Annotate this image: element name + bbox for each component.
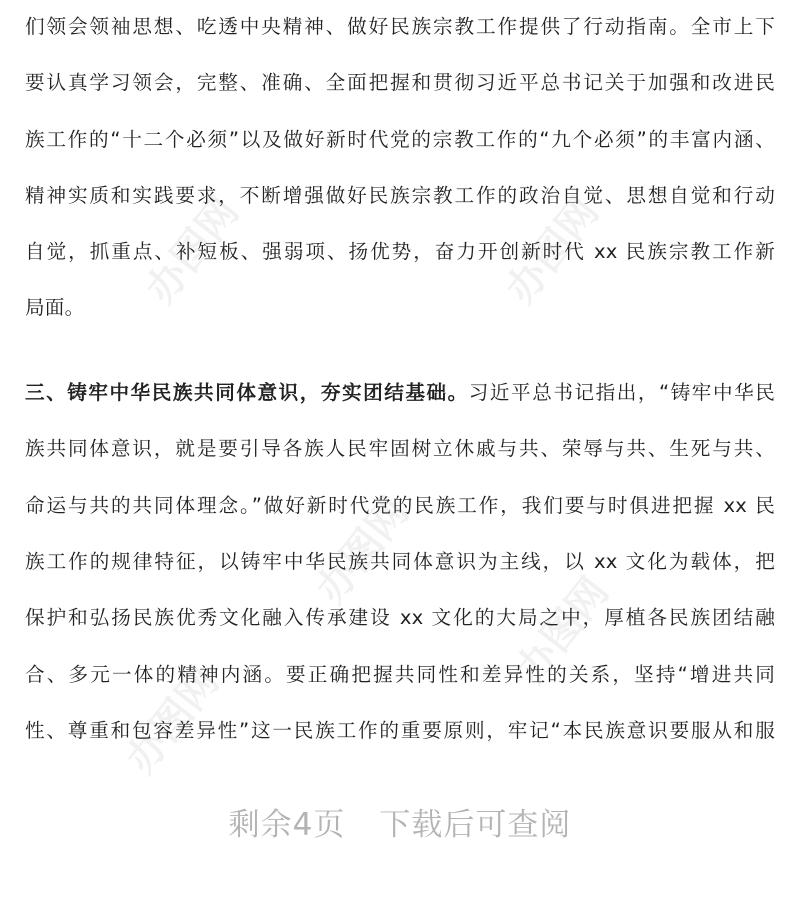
watermark: 办图网: [507, 569, 618, 693]
remaining-pages-text: 剩余4页: [228, 807, 346, 843]
paragraph-line: 命运与共的共同体理念。”做好新时代党的民族工作，我们要与时俱进把握 xx 民: [25, 494, 775, 517]
watermark: 办图网: [137, 189, 248, 313]
watermark: 办图网: [497, 189, 608, 313]
paragraph-line: 保护和弘扬民族优秀文化融入传承建设 xx 文化的大局之中，厚植各民族团结融: [25, 606, 775, 629]
download-prompt[interactable]: [0, 790, 800, 860]
download-to-view-text[interactable]: 下载后可查阅: [379, 807, 572, 843]
paragraph-line: 性、尊重和包容差异性”这一民族工作的重要原则，牢记“本民族意识要服从和服: [25, 719, 775, 742]
paragraph-line: 要认真学习领会，完整、准确、全面把握和贯彻习近平总书记关于加强和改进民: [25, 71, 775, 94]
paragraph-line: 自觉，抓重点、补短板、强弱项、扬优势，奋力开创新时代 xx 民族宗教工作新: [25, 240, 775, 263]
watermark: 办图网: [307, 489, 418, 613]
paragraph-line: 族共同体意识，就是要引导各族人民牢固树立休戚与共、荣辱与共、生死与共、: [25, 437, 775, 460]
paragraph-line: 族工作的“十二个必须”以及做好新时代党的宗教工作的“九个必须”的丰富内涵、: [25, 128, 775, 151]
paragraph-line: 精神实质和实践要求，不断增强做好民族宗教工作的政治自觉、思想自觉和行动: [25, 184, 775, 207]
section-heading-line: [25, 374, 775, 412]
section-heading: 三、铸牢中华民族共同体意识，夯实团结基础。: [25, 381, 469, 404]
paragraph-line: 合、多元一体的精神内涵。要正确把握共同性和差异性的关系，坚持“增进共同: [25, 663, 775, 686]
paragraph-line: 族工作的规律特征，以铸牢中华民族共同体意识为主线，以 xx 文化为载体，把: [25, 550, 775, 573]
watermark: 办图网: [117, 659, 228, 783]
section-text: 习近平总书记指出，“铸牢中华民: [468, 381, 775, 404]
paragraph-line: 们领会领袖思想、吃透中央精神、做好民族宗教工作提供了行动指南。全市上下: [25, 15, 775, 38]
paragraph-line: 局面。: [25, 296, 85, 319]
